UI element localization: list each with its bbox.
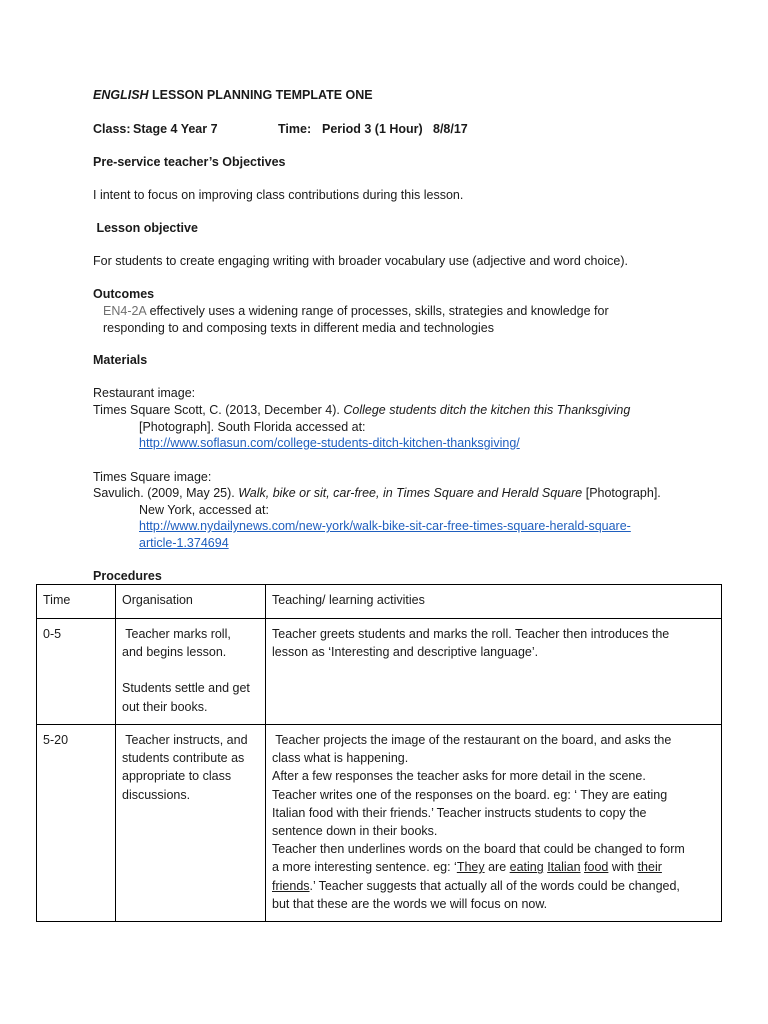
objectives-text: I intent to focus on improving class contributions during this lesson. — [93, 188, 464, 202]
row-2-org-line: appropriate to class — [122, 769, 232, 784]
times-square-url-link-1[interactable]: http://www.nydailynews.com/new-york/walk-bike-sit-car-free-times-square-herald-square- — [139, 519, 631, 533]
class-label: Class: — [93, 122, 131, 136]
row-2-act-line: Teacher writes one of the responses on the board. eg: ‘ They are eating — [272, 787, 668, 802]
row-2-act-line: but that these are the words we will focus on now. — [272, 896, 548, 911]
underlined-word: food — [584, 860, 609, 875]
row-2-act-line: After a few responses the teacher asks for more detail in the scene. — [272, 769, 646, 784]
underlined-word: friends — [272, 878, 310, 893]
row-1-org-line: out their books. — [122, 699, 208, 714]
row-2-org-line: discussions. — [122, 787, 191, 802]
row-1-org-spacer — [122, 661, 259, 679]
row-2-act-line: sentence down in their books. — [272, 824, 438, 839]
header-organisation: Organisation — [116, 585, 266, 619]
underlined-word: their — [637, 860, 662, 875]
row-1-act-line: Teacher greets students and marks the roll. Teacher then introduces the — [272, 627, 670, 641]
title-rest: LESSON PLANNING TEMPLATE ONE — [148, 88, 373, 102]
row-1-activities — [266, 619, 722, 725]
table-header-row — [37, 585, 722, 619]
lesson-objective-heading: Lesson objective — [93, 221, 198, 235]
restaurant-label: Restaurant image: — [93, 386, 196, 400]
row-2-act-underlined-line-1 — [272, 858, 715, 876]
time-label: Time: — [278, 122, 312, 136]
row-2-org-line: students contribute as — [122, 751, 245, 766]
row-2-act-underlined-line-2 — [272, 877, 715, 895]
document-title — [93, 86, 373, 104]
row-1-org-line: Students settle and get — [122, 681, 250, 696]
class-line — [93, 120, 468, 138]
times-square-label: Times Square image: — [93, 470, 212, 484]
row-1-act-line: lesson as ‘Interesting and descriptive language’. — [272, 645, 539, 660]
header-time: Time — [37, 585, 116, 619]
underlined-word: They — [456, 860, 485, 875]
row-1-org-line: Teacher marks roll, — [122, 627, 231, 641]
objectives-heading: Pre-service teacher’s Objectives — [93, 155, 286, 169]
times-square-cite-start: Savulich. (2009, May 25). — [93, 486, 239, 500]
outcome-line-1 — [103, 302, 609, 320]
row-2-act-line: Teacher projects the image of the restaurant on the board, and asks the — [272, 733, 672, 747]
time-value: Period 3 (1 Hour) — [322, 122, 423, 136]
times-square-citation — [93, 484, 661, 502]
lesson-objective-text: For students to create engaging writing with broader vocabulary use (adjective and word choice). — [93, 254, 629, 268]
restaurant-citation — [93, 401, 630, 419]
times-square-url-link-2[interactable]: article-1.374694 — [139, 536, 229, 550]
restaurant-url-link[interactable]: http://www.soflasun.com/college-students-ditch-kitchen-thanksgiving/ — [139, 436, 520, 450]
underlined-word: Italian — [547, 860, 581, 875]
act-ul-sep: are — [484, 860, 510, 875]
row-2-act-line: Italian food with their friends.’ Teacher instructs students to copy the — [272, 805, 647, 820]
table-row — [37, 619, 722, 725]
times-square-cite-end: [Photograph]. — [582, 486, 661, 500]
restaurant-cite-cont: [Photograph]. South Florida accessed at: — [139, 420, 366, 434]
header-activities: Teaching/ learning activities — [266, 585, 722, 619]
row-1-org-line: and begins lesson. — [122, 645, 227, 660]
restaurant-cite-title: College students ditch the kitchen this Thanksgiving — [343, 403, 631, 417]
table-row — [37, 725, 722, 922]
procedures-table — [36, 584, 722, 922]
date: 8/8/17 — [433, 122, 468, 136]
title-italic: ENGLISH — [93, 88, 149, 102]
materials-heading: Materials — [93, 353, 148, 367]
act-ul-sep: with — [608, 860, 638, 875]
times-square-cite-title: Walk, bike or sit, car-free, in Times Square and Herald Square — [238, 486, 583, 500]
act-ul-pre: a more interesting sentence. eg: ‘ — [272, 860, 457, 875]
outcomes-heading: Outcomes — [93, 287, 155, 301]
row-1-time: 0-5 — [37, 619, 116, 725]
class-value: Stage 4 Year 7 — [133, 122, 218, 136]
procedures-heading: Procedures — [93, 569, 162, 583]
row-2-time: 5-20 — [37, 725, 116, 922]
row-2-organisation — [116, 725, 266, 922]
outcome-code: EN4-2A — [103, 304, 147, 318]
underlined-word: eating — [509, 860, 544, 875]
row-2-act-line: class what is happening. — [272, 751, 409, 766]
restaurant-cite-start: Times Square Scott, C. (2013, December 4). — [93, 403, 344, 417]
row-2-act-line: Teacher then underlines words on the board that could be changed to form — [272, 842, 685, 857]
act-ul-post: .’ Teacher suggests that actually all of the words could be changed, — [309, 878, 680, 893]
outcome-line-2: responding to and composing texts in different media and technologies — [103, 321, 494, 335]
times-square-cite-cont: New York, accessed at: — [139, 503, 269, 517]
outcome-text-1: effectively uses a widening range of processes, skills, strategies and knowledge for — [146, 304, 609, 318]
row-2-activities — [266, 725, 722, 922]
row-1-organisation — [116, 619, 266, 725]
row-2-org-line: Teacher instructs, and — [122, 733, 248, 747]
